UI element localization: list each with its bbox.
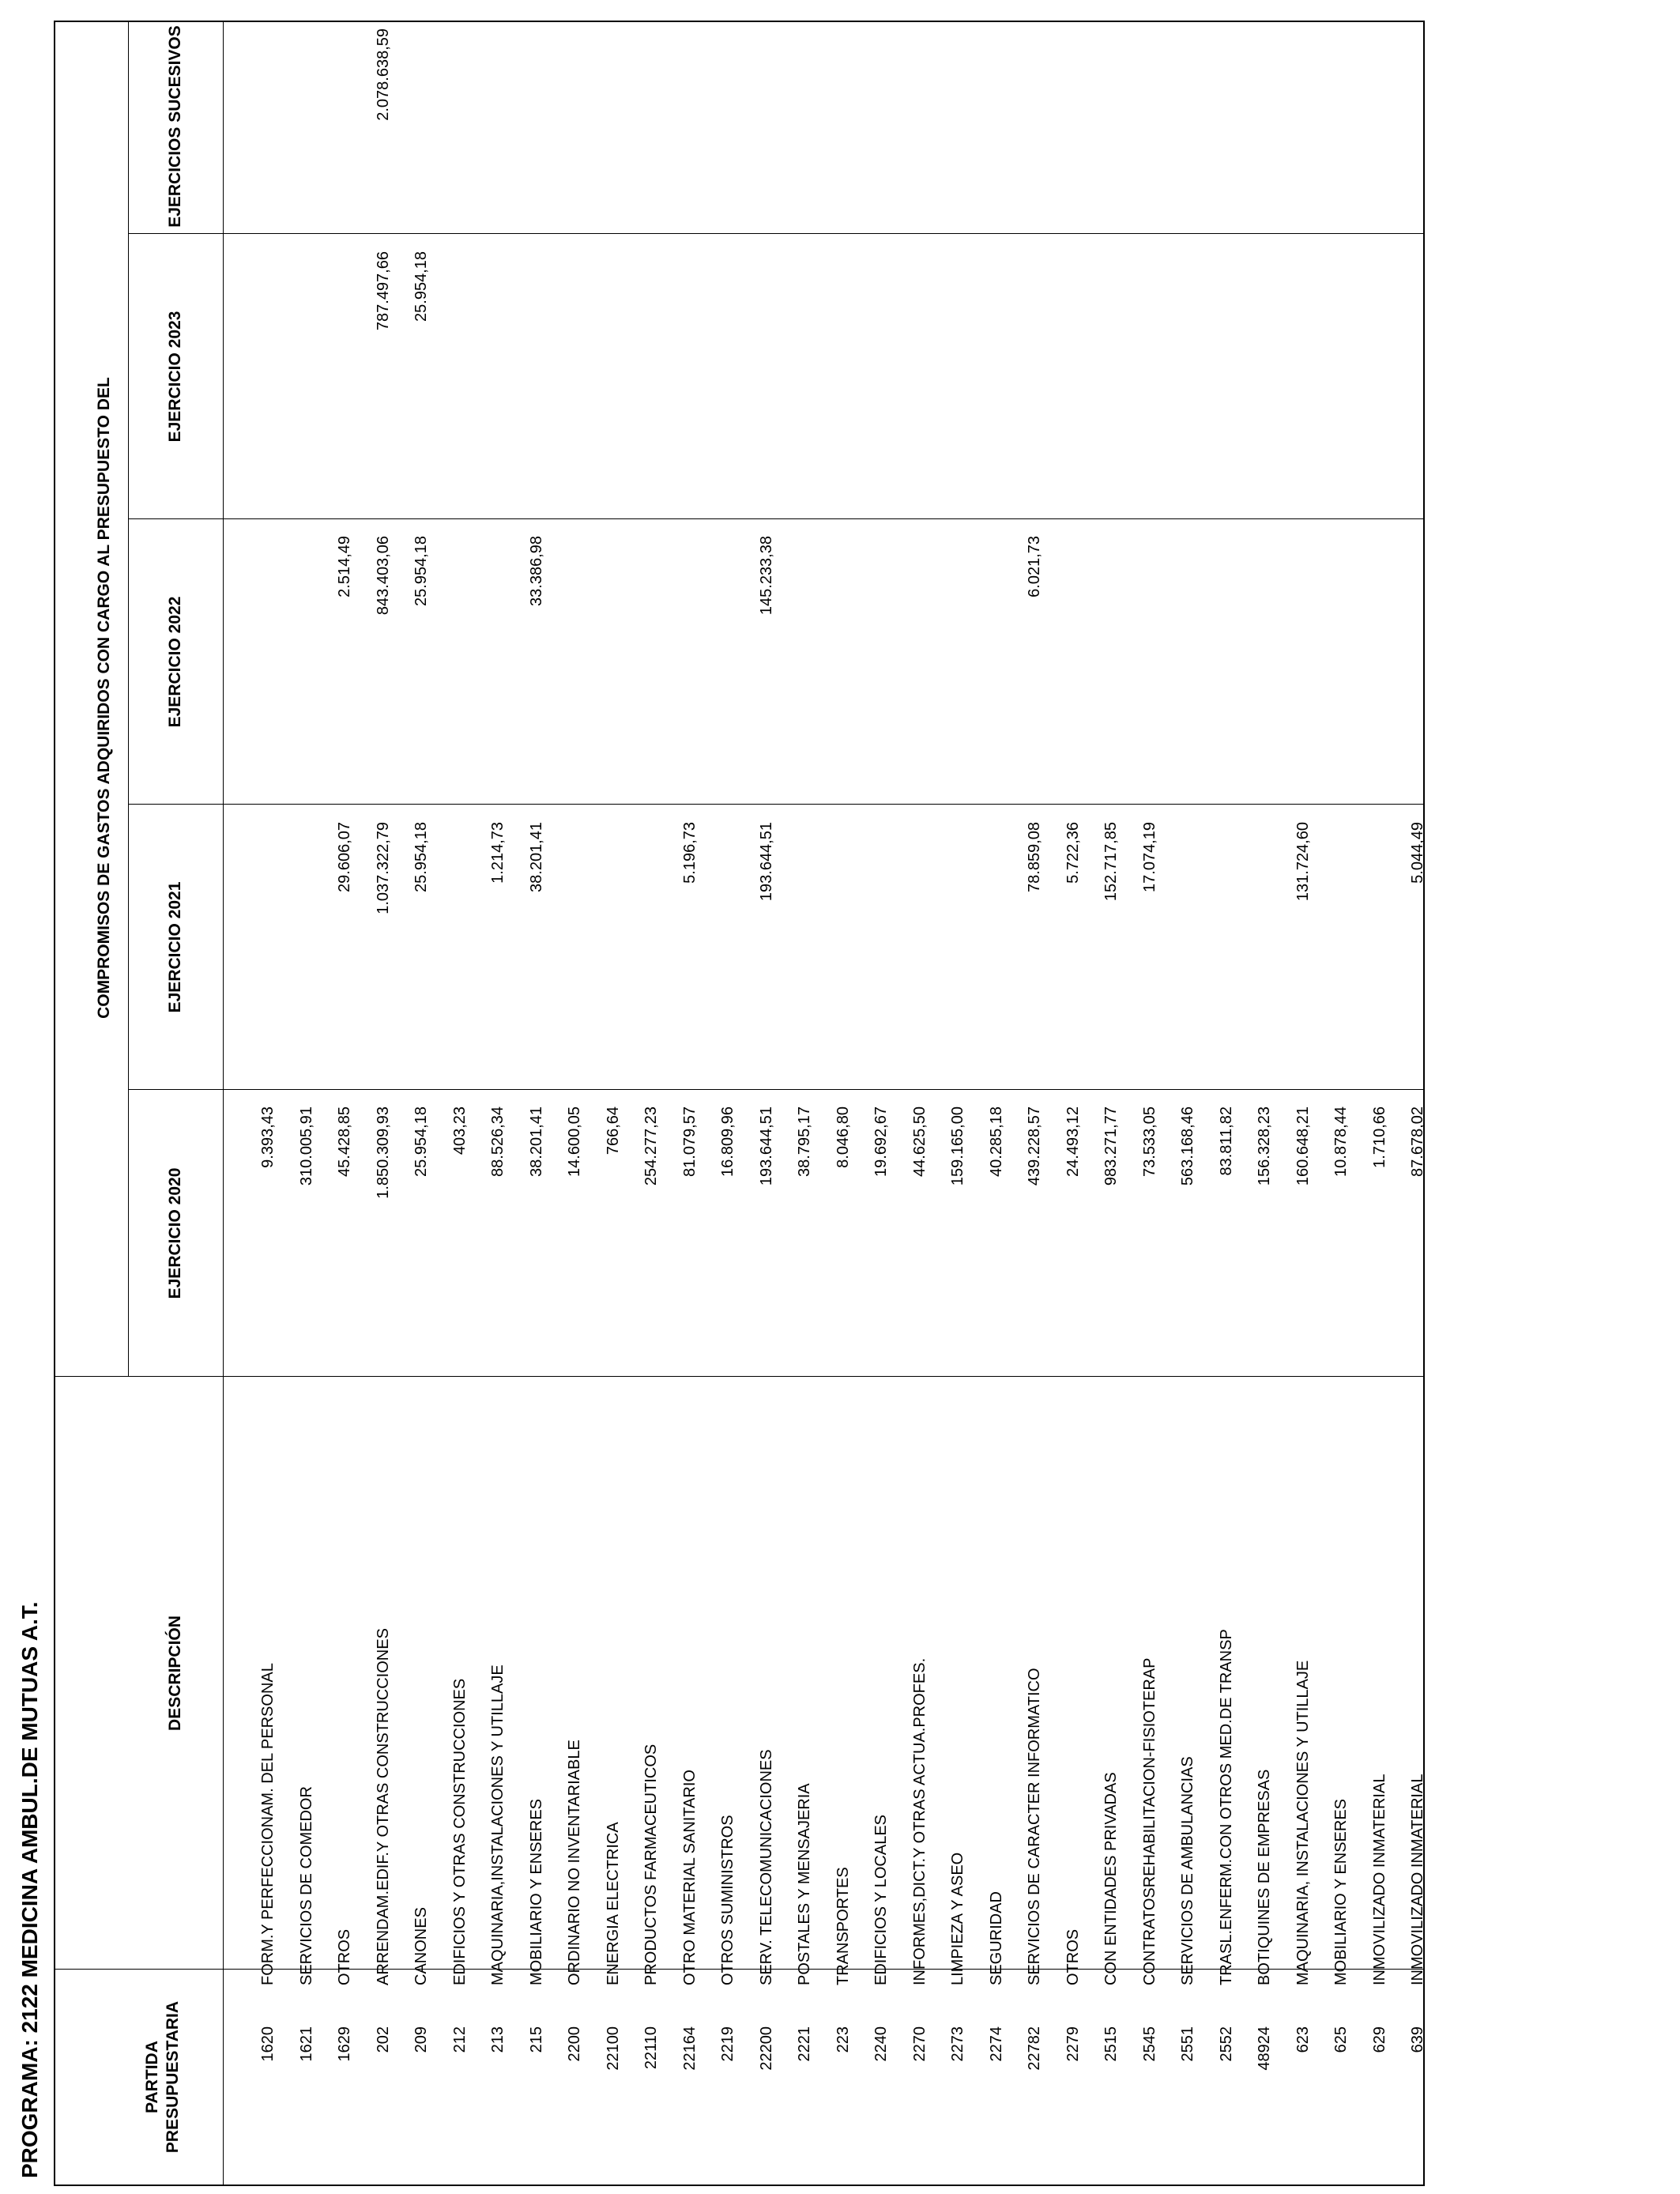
table-row [1163, 22, 1201, 2185]
cell-ejercicio-2023: 25.954,18 [412, 251, 430, 322]
cell-partida: 2279 [1064, 2026, 1082, 2062]
cell-partida: 22110 [642, 2026, 660, 2070]
cell-ejercicio-2020: 439.228,57 [1026, 1106, 1043, 1186]
page-title: PROGRAMA: 2122 MEDICINA AMBUL.DE MUTUAS A.T. [17, 1601, 42, 2178]
table-row [435, 22, 473, 2185]
cell-ejercicio-2020: 9.393,43 [259, 1106, 277, 1168]
cell-ejercicio-2022: 33.386,98 [527, 536, 545, 606]
cell-descripcion: EDIFICIOS Y OTRAS CONSTRUCCIONES [450, 1678, 469, 1985]
cell-ejercicio-2020: 38.795,17 [796, 1106, 813, 1177]
cell-partida: 213 [489, 2026, 507, 2053]
cell-descripcion: CON ENTIDADES PRIVADAS [1102, 1772, 1120, 1985]
table-row [933, 22, 971, 2185]
cell-descripcion: ORDINARIO NO INVENTARIABLE [566, 1740, 583, 1985]
cell-partida: 22200 [757, 2026, 775, 2071]
table-row [780, 22, 818, 2185]
cell-partida: 2545 [1140, 2026, 1158, 2062]
cell-ejercicio-2023: 787.497,66 [374, 251, 392, 331]
cell-ejercicio-2020: 24.493,12 [1064, 1106, 1082, 1177]
cell-descripcion: MOBILIARIO Y ENSERES [527, 1798, 545, 1985]
cell-ejercicio-2022: 2.514,49 [336, 536, 353, 598]
cell-ejercicio-2020: 193.644,51 [757, 1106, 775, 1186]
cell-ejercicio-2020: 16.809,96 [719, 1106, 736, 1177]
table-row [359, 22, 397, 2185]
cell-ejercicio-2020: 83.811,82 [1217, 1106, 1235, 1176]
table-row [703, 22, 741, 2185]
cell-partida: 2219 [719, 2026, 736, 2062]
cell-ejercicio-2021: 25.954,18 [412, 822, 430, 892]
cell-ejercicio-2022: 145.233,38 [757, 536, 775, 616]
table-row [589, 22, 627, 2185]
cell-descripcion: OTRO MATERIAL SANITARIO [680, 1770, 699, 1985]
table-row [1240, 22, 1278, 2185]
cell-partida: 629 [1370, 2026, 1388, 2053]
cell-descripcion: SERVICIOS DE AMBULANCIAS [1179, 1756, 1196, 1985]
cell-ejercicio-2021: 29.606,07 [336, 822, 353, 892]
table-row [1393, 22, 1431, 2185]
cell-ejercicio-2021: 1.037.322,79 [374, 822, 392, 914]
cell-partida: 223 [834, 2026, 852, 2053]
cell-ejercicio-2021: 131.724,60 [1294, 822, 1312, 902]
header-descripcion: DESCRIPCIÓN [166, 1615, 184, 1731]
cell-ejercicio-2022: 843.403,06 [374, 536, 392, 616]
cell-ejercicio-2020: 403,23 [450, 1106, 469, 1155]
cell-descripcion: CONTRATOSREHABILITACION-FISIOTERAP [1140, 1657, 1158, 1985]
cell-descripcion: SERVICIOS DE COMEDOR [297, 1786, 315, 1985]
cell-ejercicio-2020: 983.271,77 [1102, 1106, 1120, 1186]
cell-descripcion: OTROS [1064, 1928, 1082, 1985]
cell-ejercicio-2022: 6.021,73 [1026, 536, 1043, 598]
header-ejercicio-2020: EJERCICIO 2020 [166, 1167, 184, 1299]
table-row [857, 22, 895, 2185]
cell-ejercicio-2020: 81.079,57 [680, 1106, 699, 1177]
cell-ejercicio-2020: 88.526,34 [489, 1106, 507, 1177]
cell-descripcion: SEGURIDAD [987, 1891, 1005, 1985]
cell-ejercicio-2020: 44.625,50 [910, 1106, 929, 1177]
cell-ejercicio-2020: 45.428,85 [336, 1106, 353, 1177]
table-row [665, 22, 703, 2185]
header-ejercicio-2021: EJERCICIO 2021 [166, 881, 184, 1013]
table-row [397, 22, 435, 2185]
cell-descripcion: POSTALES Y MENSAJERIA [796, 1783, 813, 1985]
table-row [320, 22, 358, 2185]
header-ejercicios-sucesivos: EJERCICIOS SUCESIVOS [166, 25, 184, 228]
cell-ejercicio-2020: 87.678,02 [1409, 1106, 1426, 1177]
cell-descripcion: INFORMES,DICT.Y OTRAS ACTUA.PROFES. [910, 1657, 929, 1985]
cell-ejercicios-sucesivos: 2.078.638,59 [374, 28, 392, 121]
cell-partida: 2551 [1179, 2026, 1196, 2062]
table-row [282, 22, 320, 2185]
table-row [550, 22, 588, 2185]
cell-ejercicio-2021: 5.196,73 [680, 822, 699, 884]
table-row [1279, 22, 1317, 2185]
header-partida: PARTIDA PRESUPUESTARIA [143, 2000, 182, 2154]
cell-descripcion: ENERGIA ELECTRICA [604, 1822, 622, 1985]
cell-partida: 1620 [259, 2026, 277, 2062]
table-row [1317, 22, 1354, 2185]
cell-ejercicio-2020: 766,64 [604, 1106, 622, 1155]
header-divider [128, 22, 129, 1377]
cell-partida: 1629 [336, 2026, 353, 2062]
cell-partida: 48924 [1256, 2026, 1273, 2071]
table-row [819, 22, 857, 2185]
budget-table [54, 21, 1425, 2186]
cell-descripcion: MAQUINARIA,INSTALACIONES Y UTILLAJE [489, 1664, 507, 1985]
header-ejercicio-2022: EJERCICIO 2022 [166, 596, 184, 728]
header-ejercicio-2023: EJERCICIO 2023 [166, 311, 184, 443]
cell-partida: 2515 [1102, 2026, 1120, 2062]
cell-descripcion: ARRENDAM.EDIF.Y OTRAS CONSTRUCCIONES [374, 1628, 392, 1985]
cell-partida: 639 [1409, 2026, 1426, 2053]
cell-ejercicio-2020: 563.168,46 [1179, 1106, 1196, 1186]
table-row [1355, 22, 1393, 2185]
cell-descripcion: INMOVILIZADO INMATERIAL [1409, 1774, 1426, 1985]
table-row [1202, 22, 1240, 2185]
table-row [1049, 22, 1087, 2185]
cell-partida: 215 [527, 2026, 545, 2053]
cell-partida: 22100 [604, 2026, 622, 2071]
cell-partida: 2200 [566, 2026, 583, 2062]
cell-descripcion: TRANSPORTES [834, 1867, 852, 1985]
cell-partida: 2274 [987, 2026, 1005, 2062]
table-row [1010, 22, 1048, 2185]
cell-ejercicio-2021: 1.214,73 [489, 822, 507, 884]
cell-partida: 22782 [1026, 2026, 1043, 2071]
cell-ejercicio-2021: 152.717,85 [1102, 822, 1120, 902]
header-group: COMPROMISOS DE GASTOS ADQUIRIDOS CON CARGO AL PRESUPUESTO DEL [95, 377, 113, 1019]
cell-descripcion: TRASL.ENFERM.CON OTROS MED.DE TRANSP [1217, 1629, 1235, 1985]
table-row [972, 22, 1010, 2185]
cell-partida: 623 [1294, 2026, 1312, 2053]
table-row [1087, 22, 1124, 2185]
cell-ejercicio-2020: 25.954,18 [412, 1106, 430, 1177]
cell-descripcion: OTROS SUMINISTROS [719, 1815, 736, 1985]
cell-ejercicio-2022: 25.954,18 [412, 536, 430, 606]
cell-ejercicio-2020: 8.046,80 [834, 1106, 852, 1168]
cell-descripcion: FORM.Y PERFECCIONAM. DEL PERSONAL [259, 1663, 277, 1985]
cell-ejercicio-2020: 156.328,23 [1256, 1106, 1273, 1186]
cell-ejercicio-2020: 1.850.309,93 [374, 1106, 392, 1199]
cell-descripcion: BOTIQUINES DE EMPRESAS [1256, 1769, 1273, 1985]
cell-ejercicio-2020: 73.533,05 [1140, 1106, 1158, 1177]
cell-partida: 2552 [1217, 2026, 1235, 2062]
cell-descripcion: INMOVILIZADO INMATERIAL [1370, 1774, 1388, 1985]
cell-partida: 209 [412, 2026, 430, 2053]
cell-descripcion: MOBILIARIO Y ENSERES [1332, 1798, 1350, 1985]
cell-descripcion: MAQUINARIA, INSTALACIONES Y UTILLAJE [1294, 1660, 1312, 1985]
cell-partida: 625 [1332, 2026, 1350, 2053]
header-bottom-divider [223, 22, 224, 2185]
cell-ejercicio-2021: 38.201,41 [527, 822, 545, 892]
cell-ejercicio-2021: 78.859,08 [1026, 822, 1043, 892]
cell-descripcion: PRODUCTOS FARMACEUTICOS [642, 1744, 660, 1985]
cell-ejercicio-2021: 193.644,51 [757, 822, 775, 902]
cell-partida: 22164 [680, 2026, 699, 2071]
cell-ejercicio-2021: 17.074,19 [1140, 822, 1158, 892]
cell-ejercicio-2020: 310.005,91 [297, 1106, 315, 1186]
cell-ejercicio-2020: 254.277,23 [642, 1106, 660, 1186]
table-row [1125, 22, 1163, 2185]
cell-descripcion: SERV. TELECOMUNICACIONES [757, 1749, 775, 1985]
cell-partida: 2240 [872, 2026, 890, 2062]
table-row [512, 22, 550, 2185]
cell-descripcion: LIMPIEZA Y ASEO [949, 1852, 966, 1985]
cell-ejercicio-2020: 14.600,05 [566, 1106, 583, 1177]
table-row [742, 22, 780, 2185]
cell-ejercicio-2020: 1.710,66 [1370, 1106, 1388, 1168]
cell-ejercicio-2020: 40.285,18 [987, 1106, 1005, 1177]
cell-partida: 202 [374, 2026, 392, 2053]
cell-ejercicio-2020: 159.165,00 [949, 1106, 966, 1186]
table-row [627, 22, 665, 2185]
cell-ejercicio-2020: 38.201,41 [527, 1106, 545, 1177]
cell-descripcion: SERVICIOS DE CARACTER INFORMATICO [1026, 1668, 1043, 1985]
cell-partida: 2270 [910, 2026, 929, 2062]
cell-ejercicio-2020: 10.878,44 [1332, 1106, 1350, 1177]
cell-partida: 1621 [297, 2026, 315, 2062]
cell-partida: 2221 [796, 2026, 813, 2062]
table-row [473, 22, 511, 2185]
cell-descripcion: EDIFICIOS Y LOCALES [872, 1814, 890, 1985]
cell-ejercicio-2021: 5.722,36 [1064, 822, 1082, 884]
cell-ejercicio-2020: 160.648,21 [1294, 1106, 1312, 1186]
table-row [243, 22, 281, 2185]
cell-ejercicio-2021: 5.044,49 [1409, 822, 1426, 884]
cell-descripcion: OTROS [336, 1928, 353, 1985]
cell-descripcion: CANONES [412, 1907, 430, 1985]
cell-partida: 2273 [949, 2026, 966, 2062]
cell-partida: 212 [450, 2026, 469, 2053]
cell-ejercicio-2020: 19.692,67 [872, 1106, 890, 1177]
table-row [895, 22, 933, 2185]
